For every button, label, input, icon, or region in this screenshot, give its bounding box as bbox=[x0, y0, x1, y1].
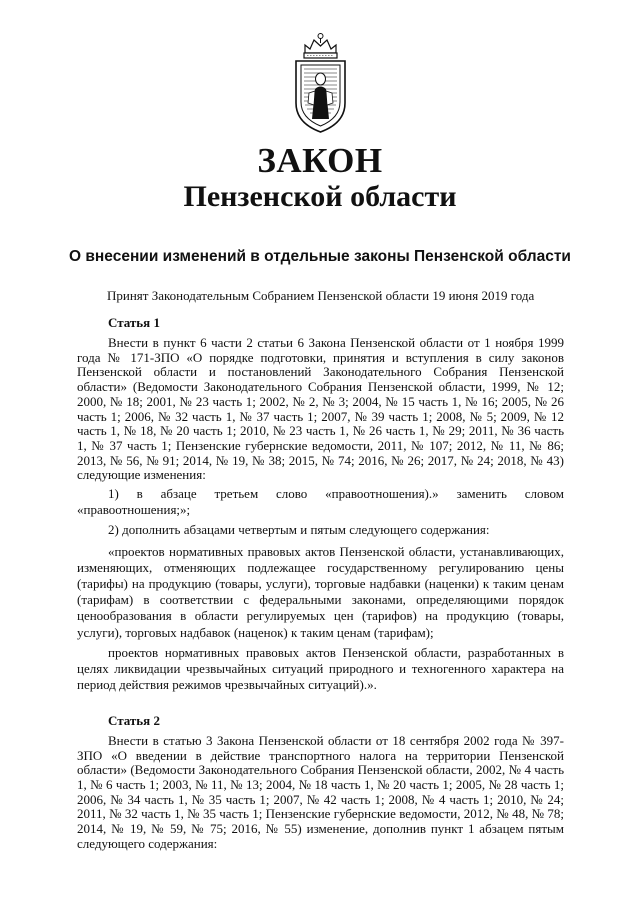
article-1-quote-2: проектов нормативных правовых актов Пензенской области, разработанных в целях ликвидации чрезвычайных ситуаций природного и техногенного характера на период действия режимов чрезвычайных ситуаций).». bbox=[77, 644, 564, 692]
article-2-title: Статья 2 bbox=[108, 712, 160, 728]
document-title: ЗАКОН bbox=[257, 141, 383, 180]
adoption-line: Принят Законодательным Собранием Пензенской области 19 июня 2019 года bbox=[107, 288, 535, 303]
article-2-intro: Внести в статью 3 Закона Пензенской области от 18 сентября 2002 года № 397-ЗПО «О введении в действие транспортного налога на территории Пензенской области» (Ведомости Законодательного Собрания Пензенской области, 2002, № 4 часть 1, № 6 часть 1; 2003, № 11, № 13; 2004, № 18 часть 1, № 20 часть 1; 2005, № 28 часть 1; 2006, № 34 часть 1, № 35 часть 1; 2007, № 42 часть 1; 2008, № 4 часть 1; 2010, № 24; 2011, № 32 часть 1, № 35 часть 1; Пензенские губернские ведомости, 2012, № 48, № 78; 2014, № 19, № 59, № 75; 2016, № 55) изменение, дополнив пункт 1 абзацем пятым следующего содержания: bbox=[77, 732, 564, 851]
article-1-quote-1: «проектов нормативных правовых актов Пензенской области, устанавливающих, изменяющих, отменяющих подлежащее государственному регулированию цены (тарифы) на продукцию (товары, услуги), торговые надбавки (наценки) к таким ценам (тарифам) в соответствии с федеральными законами, определяющими порядок ценообразования в области регулируемых цен (тарифов) на продукцию (товары, услуги), торговых надбавок (наценок) к таким ценам (тарифам); bbox=[77, 544, 564, 640]
document-body bbox=[77, 315, 564, 852]
article-1-intro: Внести в пункт 6 части 2 статьи 6 Закона Пензенской области от 1 ноября 1999 года № 171-ЗПО «О порядке подготовки, принятия и вступления в силу законов Пензенской области и постановлений Законодательного Собрания Пензенской области» (Ведомости Законодательного Собрания Пензенской области, 1999, № 12; 2000, № 18; 2001, № 23 часть 1; 2002, № 2, № 3; 2004, № 15 часть 1, № 16; 2005, № 26 часть 1; 2006, № 32 часть 1, № 37 часть 1; 2007, № 39 часть 1; 2008, № 5; 2009, № 12 часть 1, № 18, № 20 часть 1; 2010, № 23 часть 1, № 26 часть 1, № 29; 2011, № 36 часть 1, № 37 часть 1; Пензенские губернские ведомости, 2011, № 107; 2012, № 11, № 86; 2013, № 56, № 91; 2014, № 19, № 38; 2015, № 74; 2016, № 26; 2017, № 24; 2018, № 43) следующие изменения: bbox=[77, 335, 564, 483]
document-subtitle: Пензенской области bbox=[183, 180, 457, 213]
coat-of-arms-icon bbox=[287, 31, 354, 135]
article-1-title: Статья 1 bbox=[108, 315, 160, 330]
article-1-item-1: 1) в абзаце третьем слово «правоотношения).» заменить словом «правоотношения;»; bbox=[77, 486, 564, 518]
article-1-item-2: 2) дополнить абзацами четвертым и пятым следующего содержания: bbox=[108, 522, 490, 538]
law-heading: О внесении изменений в отдельные законы Пензенской области bbox=[69, 248, 571, 265]
